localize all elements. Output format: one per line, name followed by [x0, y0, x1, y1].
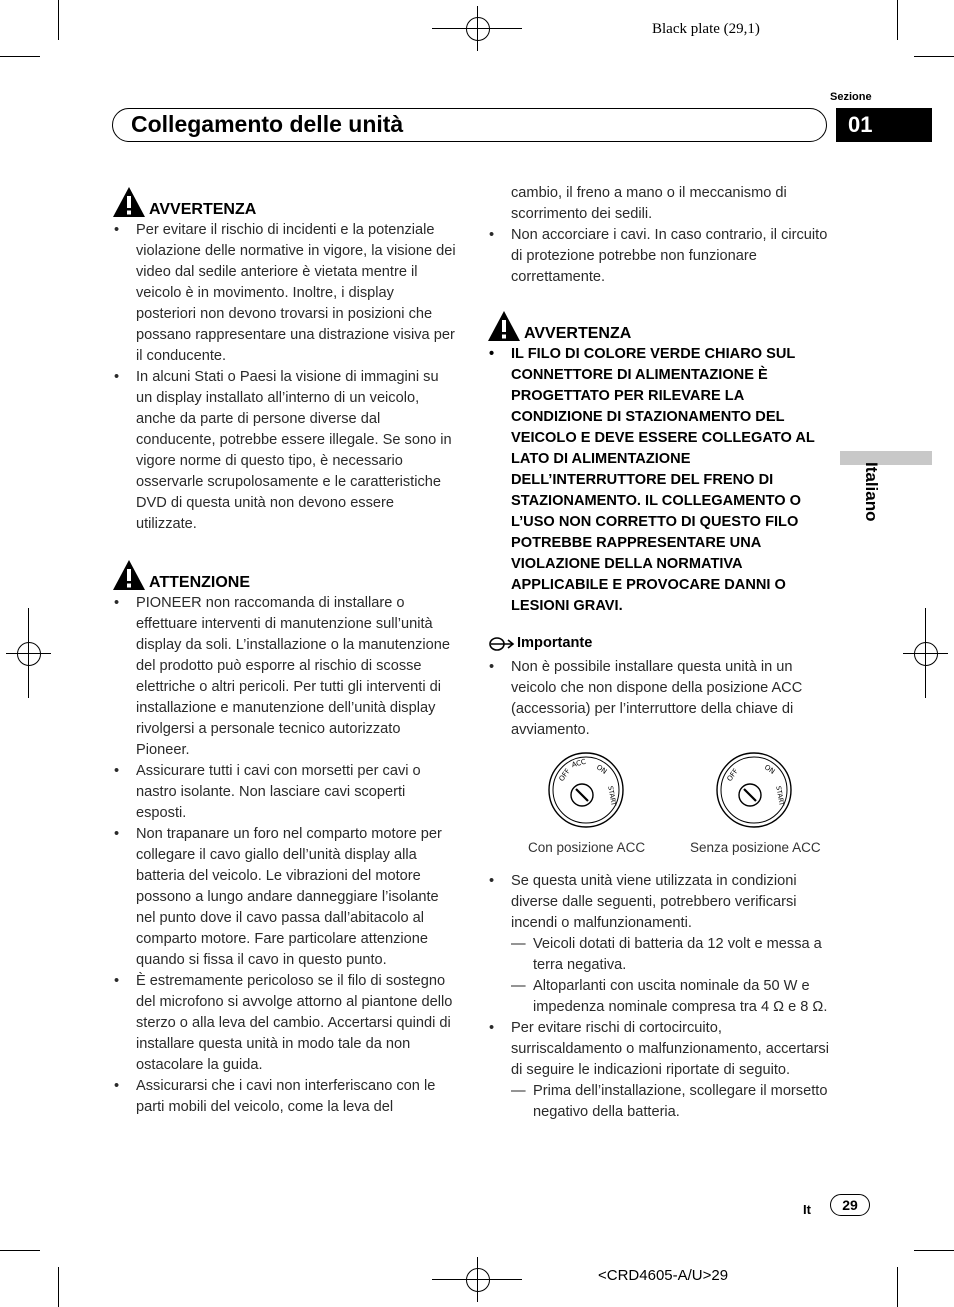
- warning2-heading: [487, 310, 832, 344]
- document-code: <CRD4605-A/U>29: [598, 1267, 729, 1284]
- caution-title: ATTENZIONE: [149, 574, 251, 591]
- crop-mark: [914, 1250, 954, 1251]
- crop-mark: [914, 56, 954, 57]
- caution-icon: [112, 559, 146, 591]
- list-item-text: • Per evitare rischi di cortocircuito, surriscaldamento o malfunzionamento, accertarsi di seguire le indicazioni riportate di seguito.: [511, 1020, 829, 1078]
- crop-mark: [925, 608, 926, 698]
- ignition-figures: [487, 741, 832, 863]
- registration-mark: [17, 642, 41, 666]
- title-bar: [112, 108, 827, 142]
- warning-icon: [112, 186, 146, 218]
- warning2-title: AVVERTENZA: [524, 325, 632, 342]
- language-code: It: [803, 1202, 811, 1217]
- plate-label: Black plate (29,1): [652, 21, 760, 37]
- conditions-sublist: [511, 934, 832, 1018]
- sublist-item: — Altoparlanti con uscita nominale da 50 W e impedenza nominale compresa tra 4 Ω e 8 Ω.: [511, 976, 832, 1018]
- list-item: • Non trapanare un foro nel comparto motore per collegare il cavo giallo dell’unità display alla batteria del veicolo. Le vibrazioni del motore possono a lungo andare danneggiare l’isolante nel punto dove il cavo passa dall’abitacolo al comparto motore. Fare particolare attenzione quando si fissa il cavo in questo punto.: [112, 824, 457, 971]
- right-column: [487, 183, 832, 1123]
- list-item: • In alcuni Stati o Paesi la visione di immagini su un display installato all’interno di un veicolo, anche da parte di persone diverse dal conducente, potrebbe essere illegale. Se sono in vigore norme di questo tipo, è necessario osservarle scrupolosamente e le caratteristiche DVD di questa unità non devono essere utilizzate.: [112, 367, 457, 535]
- crop-mark: [477, 6, 478, 51]
- sublist-item: — Prima dell’installazione, scollegare il morsetto negativo della batteria.: [511, 1081, 832, 1123]
- figure-caption-acc: Con posizione ACC: [528, 840, 646, 855]
- crop-mark: [0, 56, 40, 57]
- caution-heading: [112, 559, 457, 593]
- section-label: Sezione: [830, 91, 872, 103]
- list-item: • Non è possibile installare questa unità in un veicolo che non dispone della posizione ACC (accessoria) per l’interruttore della chiave di avviamento.: [487, 657, 832, 741]
- switch-label-start: START: [774, 785, 786, 807]
- figure-caption-no-acc: Senza posizione ACC: [690, 840, 821, 855]
- short-sublist: [511, 1081, 832, 1123]
- switch-label-off: OFF: [725, 767, 740, 783]
- left-column: [112, 186, 457, 1118]
- warning-title: AVVERTENZA: [149, 201, 257, 218]
- warning-list: [112, 220, 457, 535]
- crop-mark: [897, 1267, 898, 1307]
- list-item: • Per evitare il rischio di incidenti e la potenziale violazione delle normative in vigore, la visione dei video dal sedile anteriore è vietata mentre il veicolo è in movimento. Inoltre, i display posteriori non devono trovarsi in posizioni che possano rappresentare una distrazione visiva per il conducente.: [112, 220, 457, 367]
- ignition-switch-no-acc-figure: [715, 751, 793, 829]
- registration-mark: [914, 642, 938, 666]
- ignition-switch-acc-figure: [547, 751, 625, 829]
- crop-mark: [58, 1267, 59, 1307]
- list-item: • PIONEER non raccomanda di installare o effettuare interventi di manutenzione sull’unità display da soli. L’installazione o la manutenzione del prodotto può esporre al rischio di scosse elettriche o altri pericoli. Per tutti gli interventi di installazione e manutenzione dell’unità display rivolgersi a personale tecnico autorizzato Pioneer.: [112, 593, 457, 761]
- sublist-item: — Veicoli dotati di batteria da 12 volt e messa a terra negativa.: [511, 934, 832, 976]
- warning-icon: [487, 310, 521, 342]
- switch-label-start: START: [606, 785, 618, 807]
- list-item: • Assicurarsi che i cavi non interferiscano con le parti mobili del veicolo, come la leva del: [112, 1076, 457, 1118]
- list-item: [487, 871, 832, 1018]
- warning-heading: [112, 186, 457, 220]
- list-item-text: • Se questa unità viene utilizzata in condizioni diverse dalle seguenti, potrebbero verificarsi incendi o malfunzionamenti.: [511, 873, 797, 931]
- list-item: • Assicurare tutti i cavi con morsetti per cavi o nastro isolante. Non lasciare cavi scoperti esposti.: [112, 761, 457, 824]
- important-heading: [487, 633, 832, 657]
- list-item: [487, 1018, 832, 1123]
- page-title: Collegamento delle unità: [131, 111, 404, 137]
- cables-list: [487, 225, 832, 288]
- important-title: Importante: [517, 635, 593, 651]
- crop-mark: [58, 0, 59, 40]
- warning2-list: [487, 344, 832, 617]
- list-item: • IL FILO DI COLORE VERDE CHIARO SUL CONNETTORE DI ALIMENTAZIONE È PROGETTATO PER RILEVARE LA CONDIZIONE DI STAZIONAMENTO DEL VEICOLO E DEVE ESSERE COLLEGATO AL LATO DI ALIMENTAZIONE DELL’INTERRUTTORE DEL FRENO DI STAZIONAMENTO. IL COLLEGAMENTO O L’USO NON CORRETTO DI QUESTO FILO POTREBBE RAPPRESENTARE UNA VIOLAZIONE DELLA NORMATIVA APPLICABILE E PROVOCARE DANNI O LESIONI GRAVI.: [487, 344, 832, 617]
- page-number: 29: [830, 1194, 870, 1216]
- continuation-text: cambio, il freno a mano o il meccanismo di scorrimento dei sedili.: [511, 185, 787, 222]
- registration-mark: [466, 1268, 490, 1292]
- registration-mark: [466, 17, 490, 41]
- important-list: [487, 657, 832, 741]
- list-item: • Non accorciare i cavi. In caso contrario, il circuito di protezione potrebbe non funzionare correttamente.: [487, 225, 832, 288]
- conditions-list: [487, 871, 832, 1123]
- crop-mark: [897, 0, 898, 40]
- section-number: 01: [836, 108, 932, 142]
- switch-label-acc: ACC: [570, 757, 587, 770]
- crop-mark: [477, 1257, 478, 1302]
- crop-mark: [28, 608, 29, 698]
- crop-mark: [0, 1250, 40, 1251]
- switch-label-on: ON: [594, 763, 609, 776]
- list-item: • È estremamente pericoloso se il filo di sostegno del microfono si avvolge attorno al piantone dello sterzo o alla leva del cambio. Accertarsi quindi di installare questa unità in modo tale da non ostacolare la guida.: [112, 971, 457, 1076]
- language-tab: [840, 451, 932, 465]
- language-label: Italiano: [862, 462, 881, 522]
- caution-list: [112, 593, 457, 1118]
- switch-label-on: ON: [762, 763, 777, 776]
- switch-label-off: OFF: [557, 767, 572, 783]
- important-icon: [487, 636, 515, 652]
